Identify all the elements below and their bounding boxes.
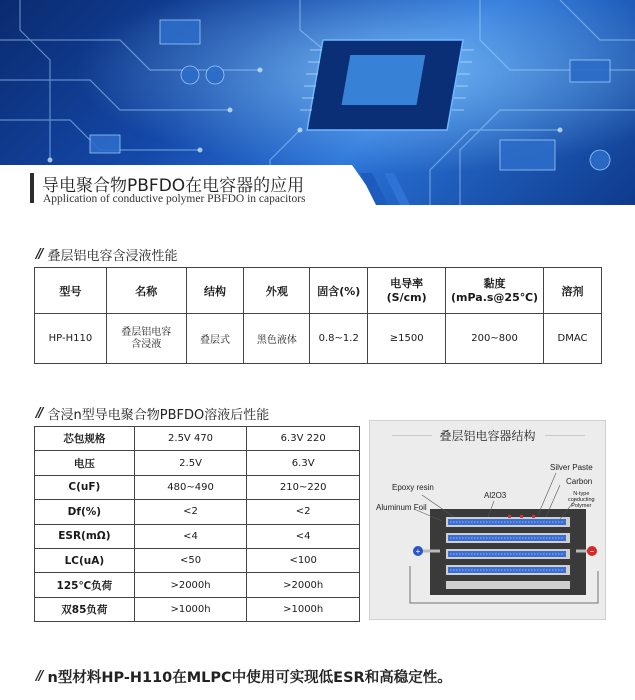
column-header: 型号 [35,268,107,314]
row-label: 电压 [35,451,135,475]
table-cell: DMAC [544,314,602,364]
table-cell: 2.5V [134,451,247,475]
title-block [0,165,635,205]
header-banner [0,0,635,205]
table-cell: <4 [134,524,247,548]
table-row [35,475,360,499]
page-subtitle: Application of conductive polymer PBFDO in capacitors [43,193,306,205]
column-header: 结构 [186,268,244,314]
column-header: 名称 [106,268,186,314]
table-cell: 210~220 [247,475,360,499]
table-row [35,524,360,548]
double-slash-icon: // [36,669,42,684]
table-cell: <4 [247,524,360,548]
table-cell: 黑色液体 [244,314,310,364]
table-row [35,597,360,621]
column-header: 黏度 (mPa.s@25℃) [446,268,544,314]
table-cell: ≥1500 [368,314,446,364]
table-row [35,451,360,475]
capacitor-cross-section [370,421,607,621]
row-label: Df(%) [35,500,135,524]
table-row [35,500,360,524]
table-cell: >2000h [134,573,247,597]
row-label: 双85负荷 [35,597,135,621]
table-cell: >1000h [134,597,247,621]
label-ntype-polymer: N-type conducting Polymer [568,491,595,509]
table-row [35,548,360,572]
section2-heading [36,404,269,423]
column-header: 溶剂 [544,268,602,314]
table-cell: >1000h [247,597,360,621]
double-slash-icon: // [36,247,42,262]
page-title: 导电聚合物PBFDO在电容器的应用 [42,176,305,196]
row-label: 芯包规格 [35,427,135,451]
footer-statement-text: n型材料HP-H110在MLPC中使用可实现低ESR和高稳定性。 [47,670,452,686]
table-cell: <2 [247,500,360,524]
section1-heading [36,245,178,264]
table-cell: 叠层铝电容 含浸液 [106,314,186,364]
label-silver-paste: Silver Paste [550,463,593,472]
section2-heading-text: 含浸n型导电聚合物PBFDO溶液后性能 [47,408,270,423]
table-row [35,573,360,597]
table-cell: 叠层式 [186,314,244,364]
table-cell: HP-H110 [35,314,107,364]
label-aluminum-foil: Aluminum Foil [376,503,427,512]
label-carbon: Carbon [566,477,593,486]
capacitor-structure-diagram [369,420,606,620]
table-cell: <100 [247,548,360,572]
column-header: 固含(%) [310,268,368,314]
title-accent-bar [30,173,34,203]
table-header-row [35,268,602,314]
row-label: C(uF) [35,475,135,499]
footer-statement [36,666,452,687]
table-cell: >2000h [247,573,360,597]
table-cell: 200~800 [446,314,544,364]
row-label: 125℃负荷 [35,573,135,597]
label-epoxy-resin: Epoxy resin [392,483,434,492]
plus-label: + [415,547,421,556]
table-cell: <2 [134,500,247,524]
diagram-title: 叠层铝电容器结构 [439,429,536,443]
table-cell: 6.3V 220 [247,427,360,451]
table-cell: 6.3V [247,451,360,475]
column-header: 电导率 (S/cm) [368,268,446,314]
impregnation-liquid-table [34,267,602,364]
row-label: ESR(mΩ) [35,524,135,548]
table-cell: 0.8~1.2 [310,314,368,364]
column-header: 外观 [244,268,310,314]
table-cell: <50 [134,548,247,572]
double-slash-icon: // [36,406,42,421]
label-al2o3: Al2O3 [484,491,507,500]
table-row [35,314,602,364]
row-label: LC(uA) [35,548,135,572]
table-row [35,427,360,451]
performance-table [34,426,360,622]
table-cell: 2.5V 470 [134,427,247,451]
minus-label: − [589,547,595,556]
table-cell: 480~490 [134,475,247,499]
section1-heading-text: 叠层铝电容含浸液性能 [47,249,178,264]
decor-stripe [384,173,412,205]
